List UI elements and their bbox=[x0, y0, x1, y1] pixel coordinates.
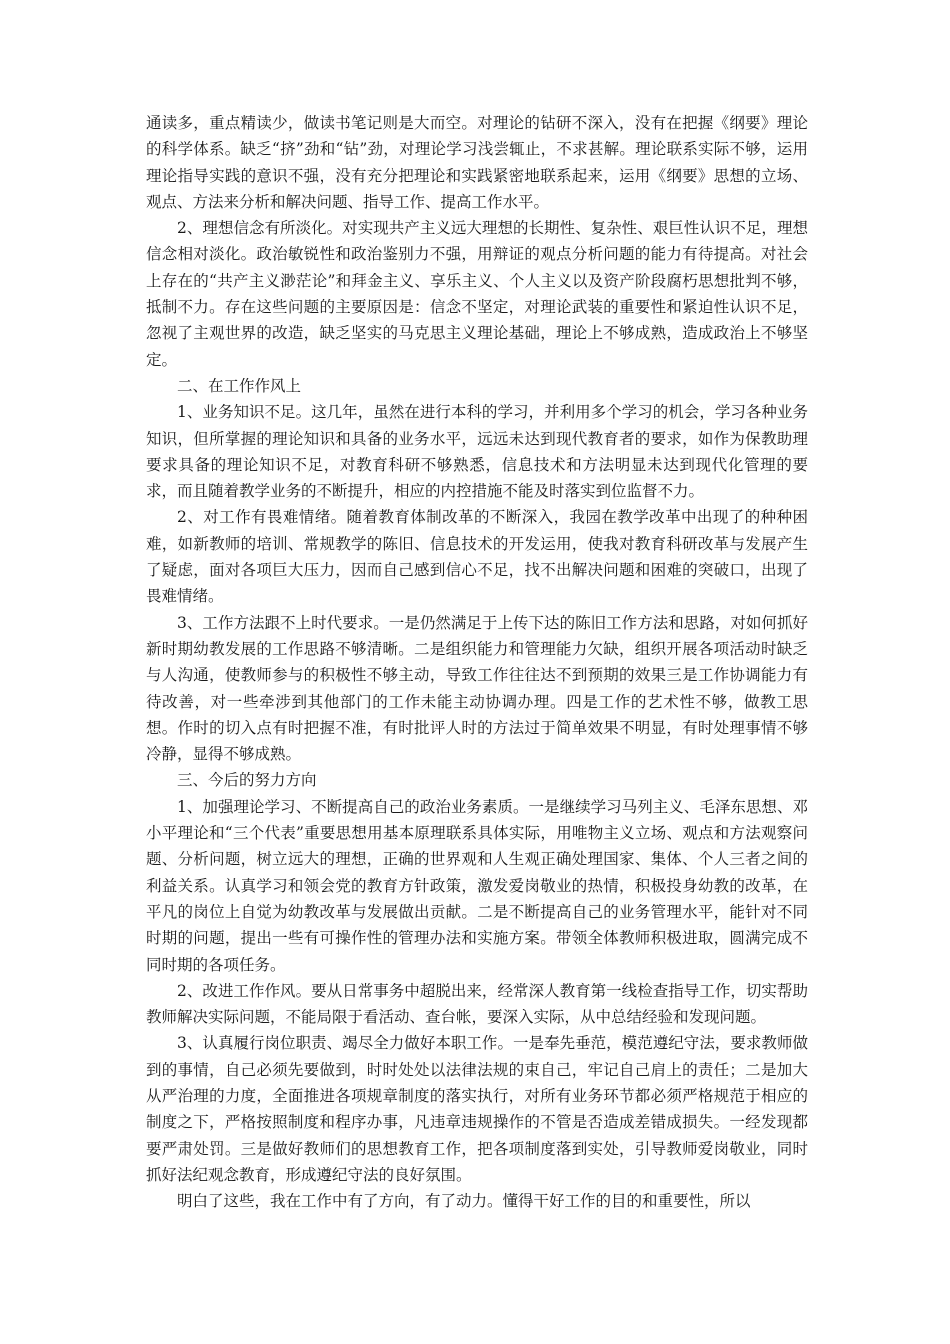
paragraph-ideals: 2、理想信念有所淡化。对实现共产主义远大理想的长期性、复杂性、艰巨性认识不足，理想信念相对淡化。政治敏锐性和政治鉴别力不强，用辩证的观点分析问题的能力有待提高。对社会上存在的“共产主义渺茫论”和拜金主义、享乐主义、个人主义以及资产阶段腐朽思想批判不够，抵制不力。存在这些问题的主要原因是：信念不坚定，对理论武装的重要性和紧迫性认识不足，忽视了主观世界的改造，缺乏坚实的马克思主义理论基础，理论上不够成熟，造成政治上不够坚定。 bbox=[146, 219, 808, 369]
paragraph-difficulty: 2、对工作有畏难情绪。随着教育体制改革的不断深入，我园在教学改革中出现了的种种困难，如新教师的培训、常规教学的陈旧、信息技术的开发运用，使我对教育科研改革与发展产生了疑虑，面对各项巨大压力，因而自己感到信心不足，找不出解决问题和困难的突破口，出现了畏难情绪。 bbox=[146, 508, 808, 606]
paragraph-duties: 3、认真履行岗位职责、竭尽全力做好本职工作。一是奉先垂范，模范遵纪守法，要求教师做到的事情，自己必须先要做到，时时处处以法律法规的束自己，牢记自己肩上的责任；二是加大从严治理的力度，全面推进各项规章制度的落实执行，对所有业务环节都必须严格规范于相应的制度之下，严格按照制度和程序办事，凡违章违规操作的不管是否造成差错成损失。一经发现都要严肃处罚。三是做好教师们的思想教育工作，把各项制度落到实处，引导教师爱岗敬业，同时抓好法纪观念教育，形成遵纪守法的良好氛围。 bbox=[146, 1034, 808, 1184]
paragraph-theory-study: 1、加强理论学习、不断提高自己的政治业务素质。一是继续学习马列主义、毛泽东思想、邓小平理论和“三个代表”重要思想用基本原理联系具体实际，用唯物主义立场、观点和方法观察问题、分析问题，树立远大的理想，正确的世界观和人生观正确处理国家、集体、个人三者之间的利益关系。认真学习和领会党的教育方针政策，激发爱岗敬业的热情，积极投身幼教的改革，在平凡的岗位上自觉为幼教改革与发展做出贡献。二是不断提高自己的业务管理水平，能针对不同时期的问题，提出一些有可操作性的管理办法和实施方案。带领全体教师积极进取，圆满完成不同时期的各项任务。 bbox=[146, 797, 808, 974]
paragraph-methods: 3、工作方法跟不上时代要求。一是仍然满足于上传下达的陈旧工作方法和思路，对如何抓好新时期幼教发展的工作思路不够清晰。二是组织能力和管理能力欠缺，组织开展各项活动时缺乏与人沟通，使教师参与的积极性不够主动，导致工作往往达不到预期的效果三是工作协调能力有待改善，对一些牵涉到其他部门的工作未能主动协调办理。四是工作的艺术性不够，做教工思想。作时的切入点有时把握不准，有时批评人时的方法过于简单效果不明显，有时处理事情不够冷静，显得不够成熟。 bbox=[146, 613, 808, 764]
section-heading-work-style: 二、在工作作风上 bbox=[177, 376, 302, 395]
paragraph-improve-style: 2、改进工作作风。要从日常事务中超脱出来，经常深人教育第一线检查指导工作，切实帮助教师解决实际问题，不能局限于看活动、查台帐，要深入实际，从中总结经验和发现问题。 bbox=[146, 981, 808, 1027]
paragraph-continued: 通读多，重点精读少，做读书笔记则是大而空。对理论的钻研不深入，没有在把握《纲要》理论的科学体系。缺乏“挤”劲和“钻”劲，对理论学习浅尝辄止，不求甚解。理论联系实际不够，运用理论指导实践的意识不强，没有充分把理论和实践紧密地联系起来，运用《纲要》思想的立场、观点、方法来分析和解决问题、指导工作、提高工作水平。 bbox=[146, 114, 808, 211]
section-heading-future: 三、今后的努力方向 bbox=[177, 771, 317, 790]
paragraph-conclusion: 明白了这些，我在工作中有了方向，有了动力。懂得干好工作的目的和重要性，所以 bbox=[177, 1192, 751, 1211]
paragraph-knowledge: 1、业务知识不足。这几年，虽然在进行本科的学习，并利用多个学习的机会，学习各种业务知识，但所掌握的理论知识和具备的业务水平，远远未达到现代教育者的要求，如作为保教助理要求具备的理论知识不足，对教育科研不够熟悉，信息技术和方法明显未达到现代化管理的要求，而且随着教学业务的不断提升，相应的内控措施不能及时落实到位监督不力。 bbox=[146, 403, 808, 501]
document-body bbox=[146, 110, 808, 1214]
